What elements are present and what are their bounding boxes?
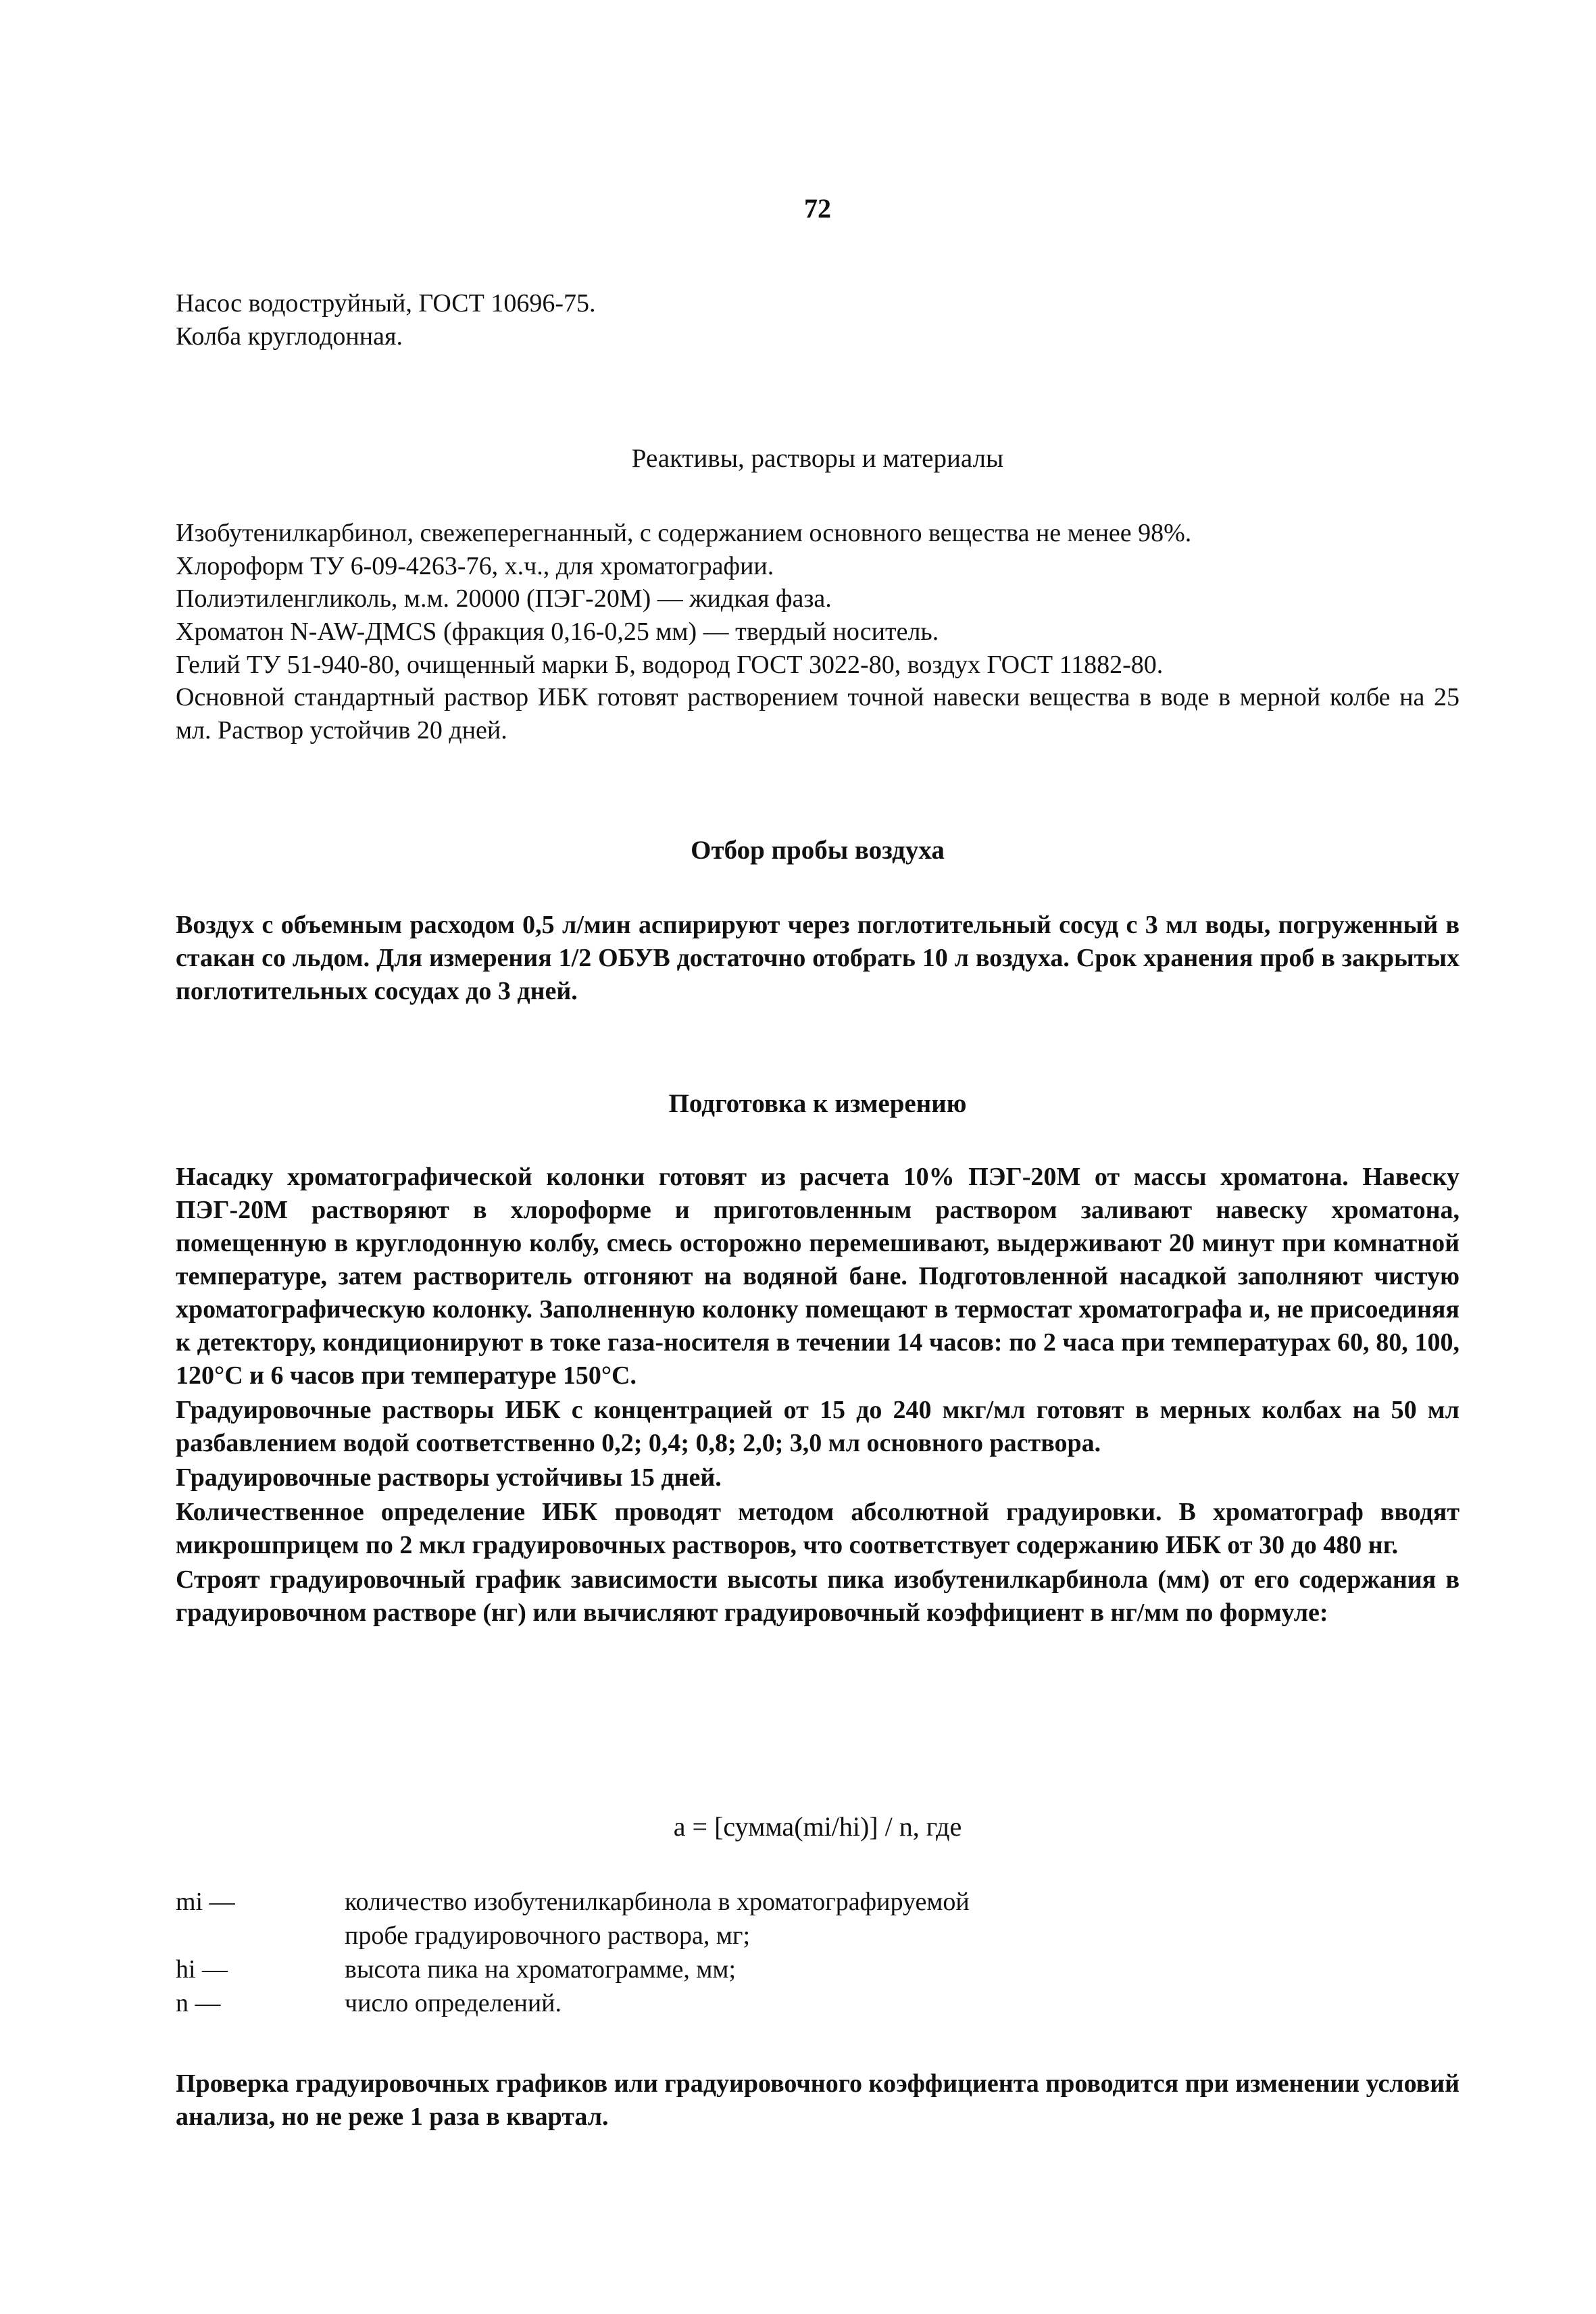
document-page [176, 0, 1460, 2314]
page-number: 72 [804, 193, 831, 224]
equipment-line-2: Колба круглодонная. [176, 322, 403, 351]
legend-row [176, 1885, 1460, 1919]
equipment-line-1: Насос водоструйный, ГОСТ 10696-75. [176, 289, 596, 318]
calibration-formula: a = [сумма(mi/hi)] / n, где [673, 1811, 962, 1842]
reagent-line-6: Основной стандартный раствор ИБК готовят растворением точной навески вещества в воде в мерной колбе на 25 мл. Раствор устойчив 20 дней. [176, 683, 1460, 745]
preparation-body [176, 1161, 1460, 1630]
sampling-text: Воздух с объемным расходом 0,5 л/мин аспирируют через поглотительный сосуд с 3 мл воды, погруженный в стакан со льдом. Для измерения 1/2 ОБУВ достаточно отобрать 10 л воздуха. Срок хранения проб в закрытых поглотительных сосудах до 3 дней. [176, 911, 1460, 1005]
legend-description: пробе градуировочного раствора, мг; [345, 1921, 751, 1950]
legend-description: число определений. [345, 1989, 562, 2017]
preparation-heading: Подготовка к измерению [668, 1089, 967, 1118]
legend-symbol: mi — [176, 1888, 235, 1916]
legend-symbol: n — [176, 1989, 221, 2017]
preparation-paragraph: Количественное определение ИБК проводят методом абсолютной градуировки. В хроматограф вводят микрошприцем по 2 мкл градуировочных растворов, что соответствует содержанию ИБК от 30 до 480 нг. [176, 1498, 1460, 1559]
legend-description: высота пика на хроматограмме, мм; [345, 1955, 737, 1984]
legend-symbol: hi — [176, 1955, 228, 1984]
reagent-line-2: Хлороформ ТУ 6-09-4263-76, х.ч., для хроматографии. [176, 552, 774, 580]
reagent-line-1: Изобутенилкарбинол, свежеперегнанный, с содержанием основного вещества не менее 98%. [176, 519, 1192, 547]
legend-row [176, 1986, 1460, 2020]
preparation-paragraph: Насадку хроматографической колонки готовят из расчета 10% ПЭГ-20М от массы хроматона. Навеску ПЭГ-20М растворяют в хлороформе и приготовленным раствором заливают навеску хроматона, помещенную в круглодонную колбу, смесь осторожно перемешивают, выдерживают 20 минут при комнатной температуре, затем растворитель отгоняют на водяной бане. Подготовленной насадкой заполняют чистую хроматографическую колонку. Заполненную колонку помещают в термостат хроматографа и, не присоединяя к детектору, кондиционируют в токе газа-носителя в течении 14 часов: по 2 часа при температурах 60, 80, 100, 120°С и 6 часов при температуре 150°С. [176, 1163, 1460, 1390]
legend-row [176, 1953, 1460, 1986]
sampling-heading: Отбор пробы воздуха [691, 836, 945, 865]
legend-symbol [176, 1919, 345, 1953]
reagents-heading: Реактивы, растворы и материалы [631, 444, 1004, 473]
preparation-paragraph: Строят градуировочный график зависимости высоты пика изобутенилкарбинола (мм) от его содержания в градуировочном растворе (нг) или вычисляют градуировочный коэффициент в нг/мм по формуле: [176, 1565, 1460, 1627]
legend-row [176, 1919, 1460, 1953]
closing-paragraph: Проверка градуировочных графиков или градуировочного коэффициента проводится при изменении условий анализа, но не реже 1 раза в квартал. [176, 2069, 1460, 2131]
reagent-line-3: Полиэтиленгликоль, м.м. 20000 (ПЭГ-20М) — жидкая фаза. [176, 584, 832, 613]
preparation-paragraph: Градуировочные растворы ИБК с концентрацией от 15 до 240 мкг/мл готовят в мерных колбах на 50 мл разбавлением водой соответственно 0,2; 0,4; 0,8; 2,0; 3,0 мл основного раствора. [176, 1396, 1460, 1457]
formula-legend [176, 1885, 1460, 2020]
legend-description: количество изобутенилкарбинола в хроматографируемой [345, 1888, 970, 1916]
preparation-paragraph: Градуировочные растворы устойчивы 15 дней. [176, 1463, 722, 1492]
reagent-line-4: Хроматон N-AW-ДМCS (фракция 0,16-0,25 мм) — твердый носитель. [176, 618, 939, 646]
reagent-line-5: Гелий ТУ 51-940-80, очищенный марки Б, водород ГОСТ 3022-80, воздух ГОСТ 11882-80. [176, 651, 1164, 679]
